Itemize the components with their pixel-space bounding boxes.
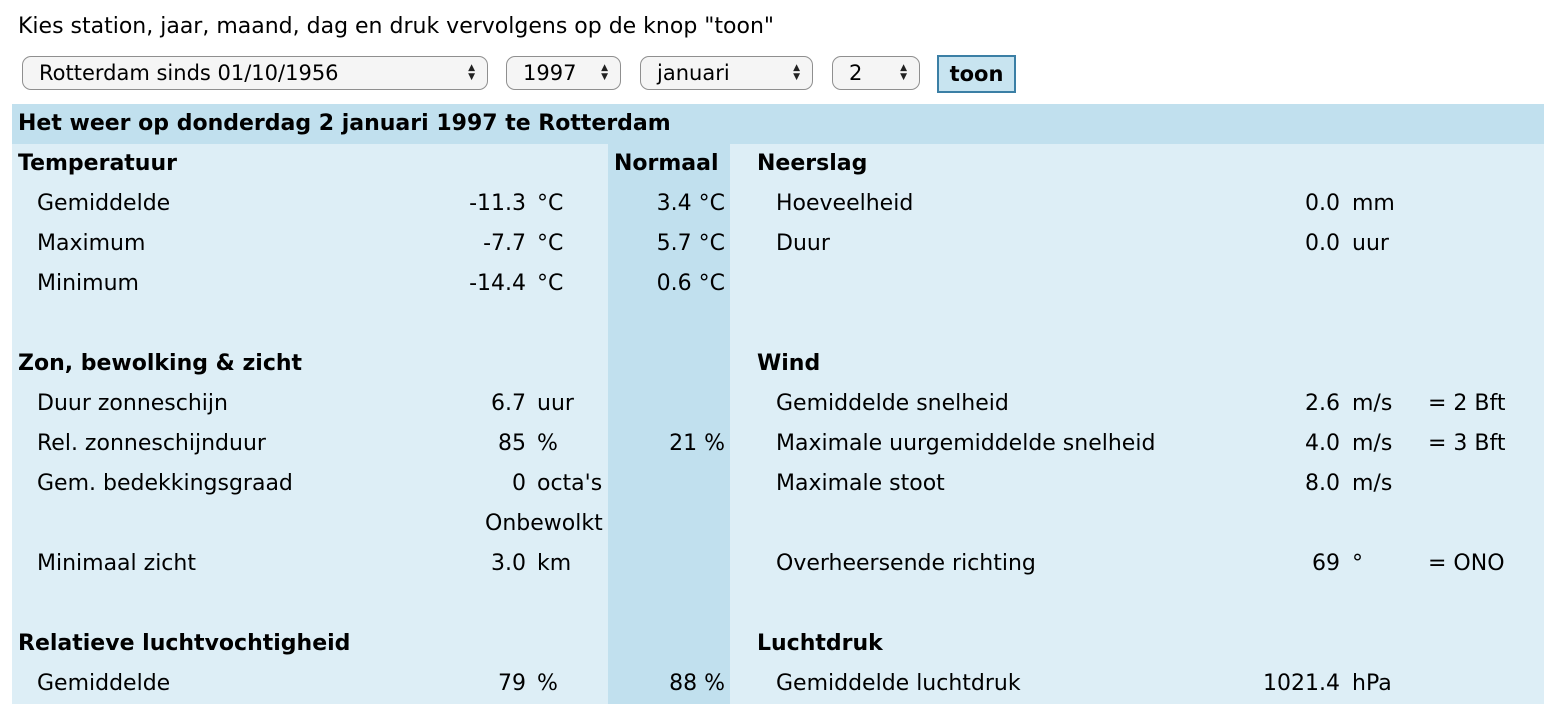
select-arrows-icon: ▲ ▼ xyxy=(793,63,800,82)
wind-avg-bft: = 2 Bft xyxy=(1428,391,1506,416)
temp-avg-unit: °C xyxy=(537,191,564,216)
pressure-header: Luchtdruk xyxy=(757,631,883,656)
temperature-header: Temperatuur xyxy=(18,151,177,176)
year-select-value: 1997 xyxy=(523,61,577,85)
wind-max-hourly-value: 4.0 xyxy=(1305,431,1340,456)
precip-header: Neerslag xyxy=(757,151,868,176)
humidity-header: Relatieve luchtvochtigheid xyxy=(18,631,351,656)
wind-avg-label: Gemiddelde snelheid xyxy=(776,391,1009,416)
cloud-cover-description: Onbewolkt xyxy=(485,511,603,536)
temp-min-label: Minimum xyxy=(37,271,139,296)
report-title: Het weer op donderdag 2 januari 1997 te Rotterdam xyxy=(18,111,671,136)
year-select[interactable] xyxy=(506,56,621,90)
precip-amount-value: 0.0 xyxy=(1305,191,1340,216)
sunshine-duration-unit: uur xyxy=(537,391,574,416)
day-select-value: 2 xyxy=(849,61,863,85)
precip-duration-value: 0.0 xyxy=(1305,231,1340,256)
sunshine-duration-label: Duur zonneschijn xyxy=(37,391,228,416)
footer-text-cutoff xyxy=(0,704,1560,716)
month-select[interactable] xyxy=(640,56,813,90)
wind-max-hourly-unit: m/s xyxy=(1352,431,1393,456)
show-button[interactable]: toon xyxy=(937,55,1016,93)
month-select-value: januari xyxy=(657,61,730,85)
temp-max-value: -7.7 xyxy=(483,231,526,256)
station-select[interactable] xyxy=(22,56,488,90)
select-arrows-icon: ▲ ▼ xyxy=(900,63,907,82)
wind-direction-value: 69 xyxy=(1312,551,1340,576)
precip-amount-label: Hoeveelheid xyxy=(776,191,914,216)
select-arrows-icon: ▲ ▼ xyxy=(468,63,475,82)
min-visibility-value: 3.0 xyxy=(491,551,526,576)
pressure-avg-value: 1021.4 xyxy=(1263,671,1340,696)
wind-avg-unit: m/s xyxy=(1352,391,1393,416)
min-visibility-label: Minimaal zicht xyxy=(37,551,196,576)
pressure-avg-unit: hPa xyxy=(1352,671,1392,696)
humidity-avg-unit: % xyxy=(537,671,558,696)
wind-direction-compass: = ONO xyxy=(1428,551,1505,576)
rel-sunshine-unit: % xyxy=(537,431,558,456)
normal-column-band xyxy=(608,144,730,704)
wind-header: Wind xyxy=(757,351,821,376)
wind-gust-value: 8.0 xyxy=(1305,471,1340,496)
temp-min-normal: 0.6 °C xyxy=(656,271,725,296)
pressure-avg-label: Gemiddelde luchtdruk xyxy=(776,671,1021,696)
cloud-cover-value: 0 xyxy=(512,471,526,496)
humidity-avg-label: Gemiddelde xyxy=(37,671,171,696)
wind-avg-value: 2.6 xyxy=(1305,391,1340,416)
wind-max-hourly-label: Maximale uurgemiddelde snelheid xyxy=(776,431,1156,456)
sunshine-duration-value: 6.7 xyxy=(491,391,526,416)
cloud-cover-unit: octa's xyxy=(537,471,603,496)
wind-gust-unit: m/s xyxy=(1352,471,1393,496)
rel-sunshine-value: 85 xyxy=(498,431,526,456)
temp-avg-normal: 3.4 °C xyxy=(656,191,725,216)
humidity-avg-normal: 88 % xyxy=(669,671,725,696)
temp-max-unit: °C xyxy=(537,231,564,256)
temp-avg-value: -11.3 xyxy=(469,191,526,216)
rel-sunshine-normal: 21 % xyxy=(669,431,725,456)
wind-max-hourly-bft: = 3 Bft xyxy=(1428,431,1506,456)
wind-gust-label: Maximale stoot xyxy=(776,471,945,496)
temp-min-value: -14.4 xyxy=(469,271,526,296)
station-select-value: Rotterdam sinds 01/10/1956 xyxy=(39,61,339,85)
temp-max-label: Maximum xyxy=(37,231,146,256)
sun-header: Zon, bewolking & zicht xyxy=(18,351,303,376)
temp-min-unit: °C xyxy=(537,271,564,296)
rel-sunshine-label: Rel. zonneschijnduur xyxy=(37,431,266,456)
wind-direction-label: Overheersende richting xyxy=(776,551,1036,576)
temp-max-normal: 5.7 °C xyxy=(656,231,725,256)
wind-direction-unit: ° xyxy=(1352,551,1363,576)
day-select[interactable] xyxy=(832,56,920,90)
instruction-text: Kies station, jaar, maand, dag en druk vervolgens op de knop "toon" xyxy=(18,14,775,39)
precip-duration-unit: uur xyxy=(1352,231,1389,256)
humidity-avg-value: 79 xyxy=(498,671,526,696)
normal-header: Normaal xyxy=(614,151,719,176)
min-visibility-unit: km xyxy=(537,551,572,576)
select-arrows-icon: ▲ ▼ xyxy=(601,63,608,82)
precip-amount-unit: mm xyxy=(1352,191,1395,216)
cloud-cover-label: Gem. bedekkingsgraad xyxy=(37,471,293,496)
precip-duration-label: Duur xyxy=(776,231,830,256)
temp-avg-label: Gemiddelde xyxy=(37,191,171,216)
